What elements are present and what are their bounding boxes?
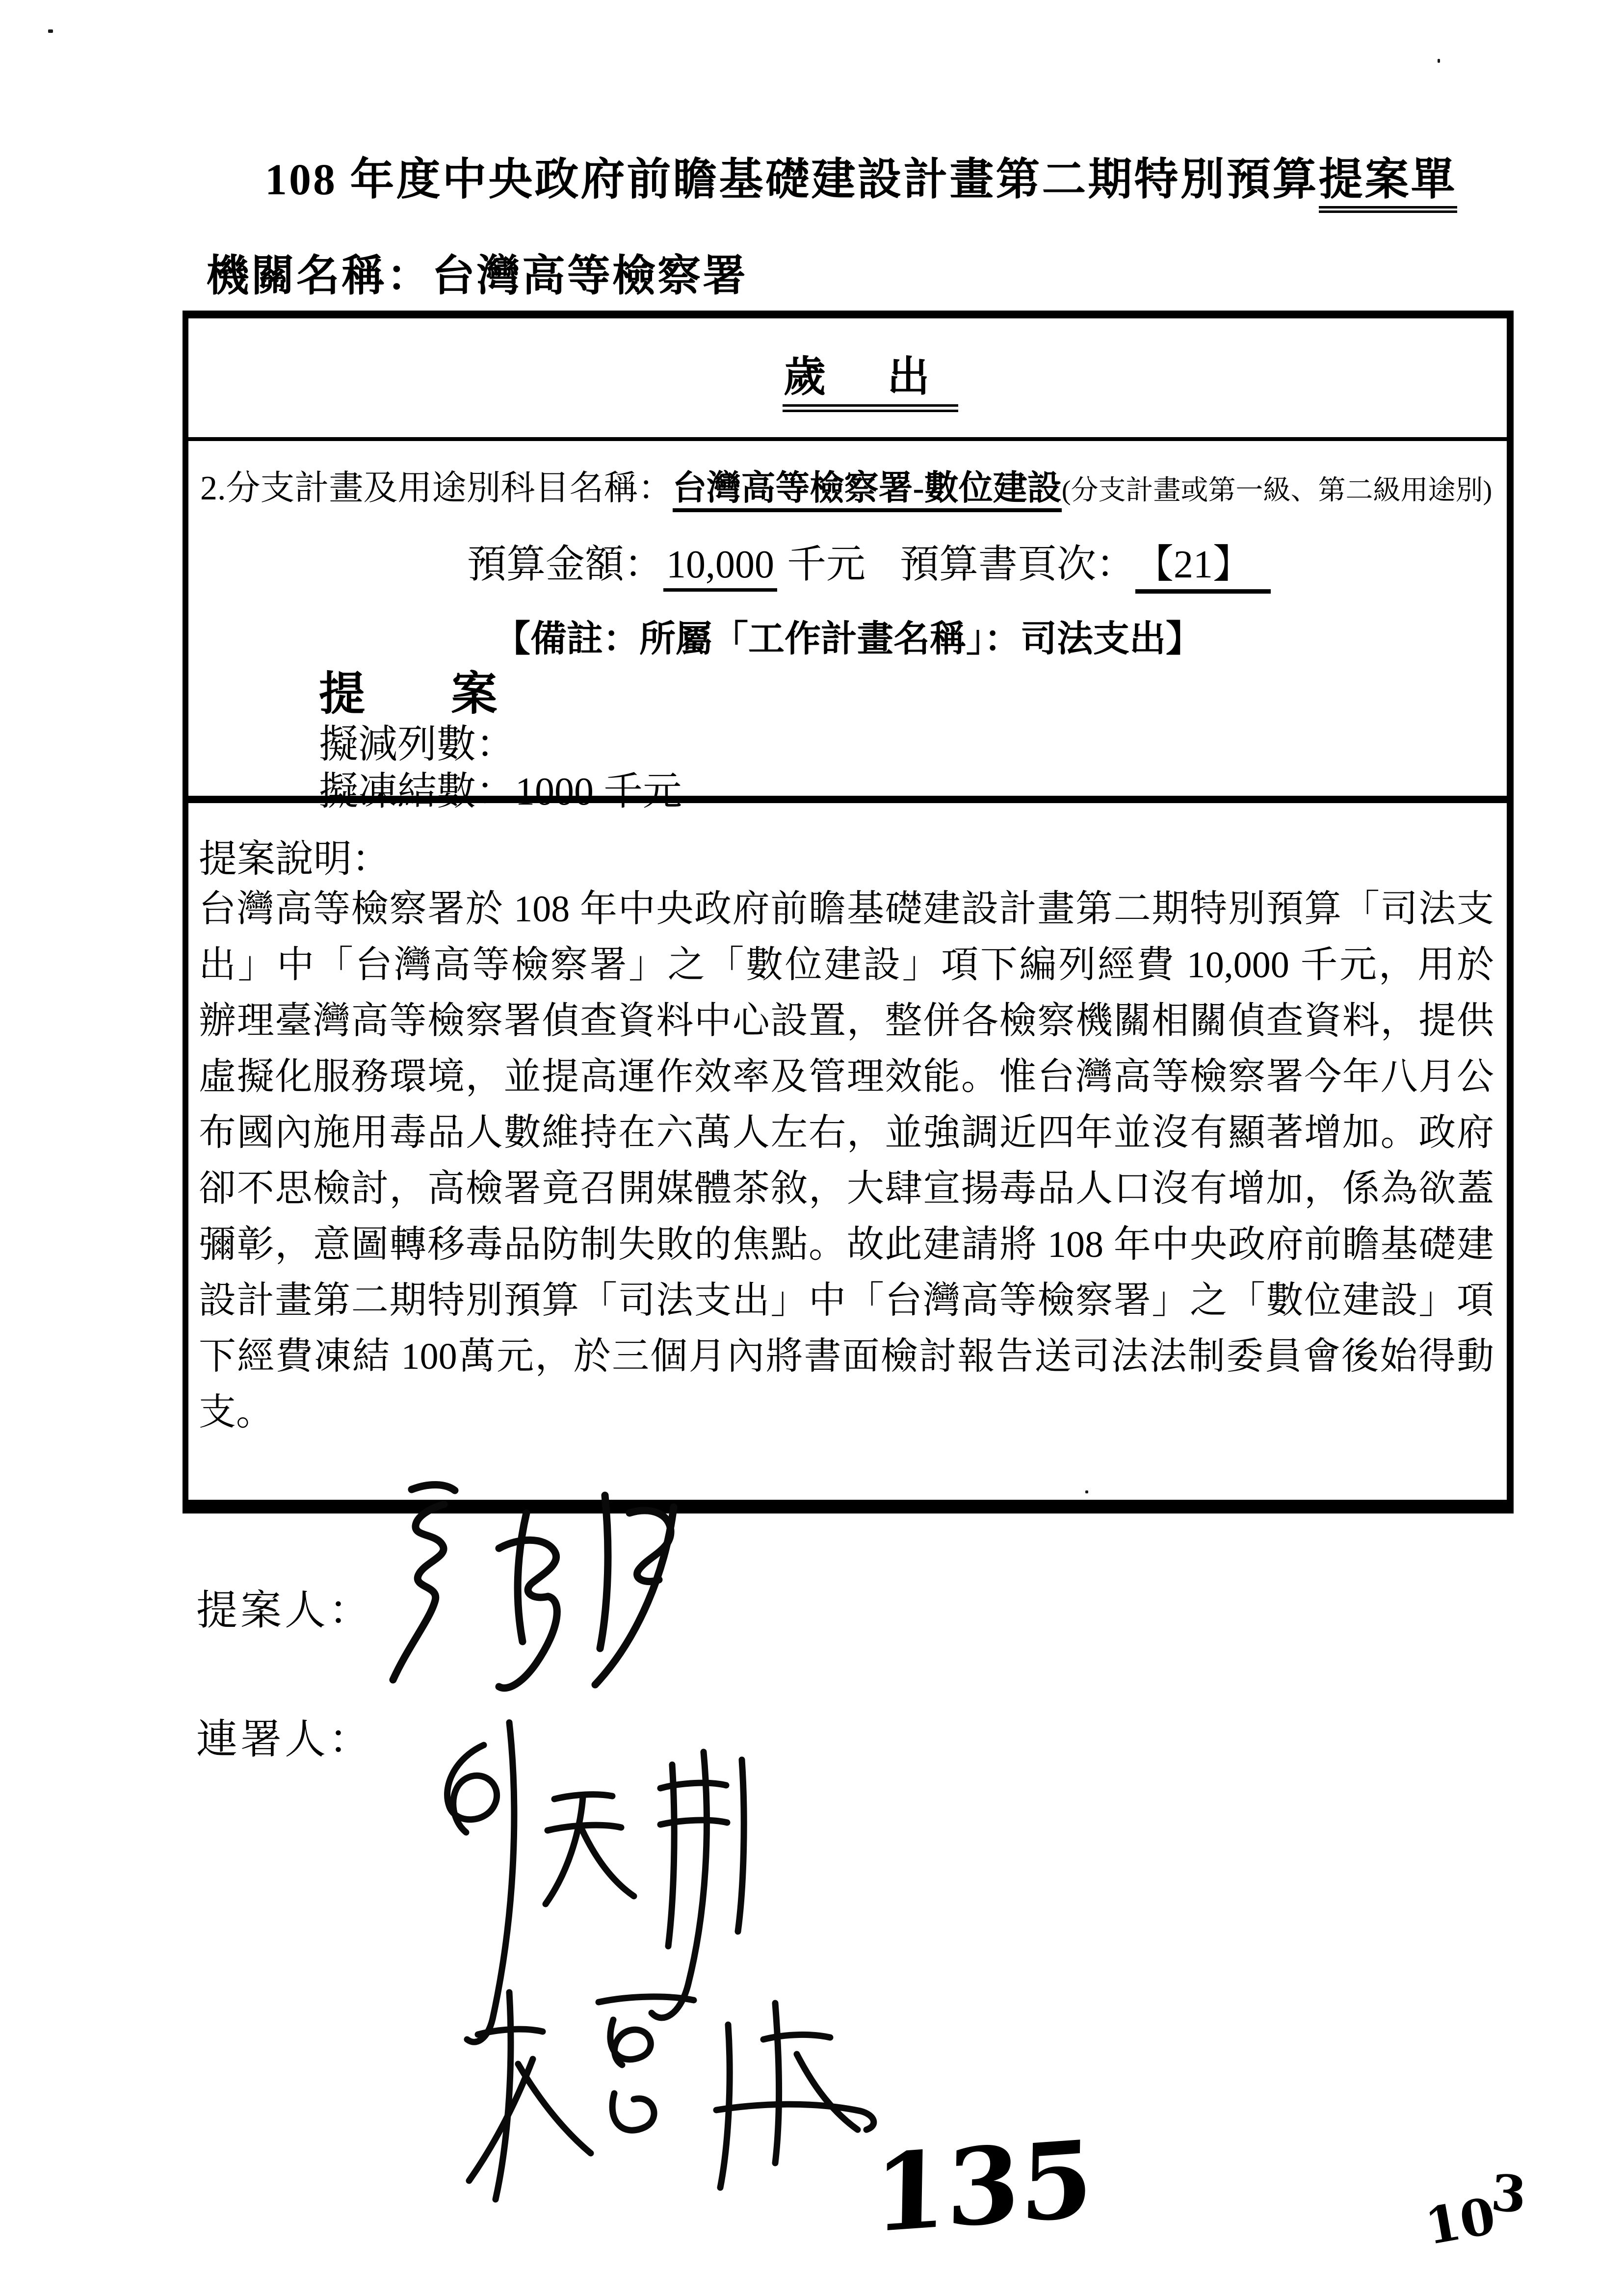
handwritten-page-number-center: 135 xyxy=(872,2116,1095,2257)
proposed-freeze-line xyxy=(319,759,682,816)
document-title-main: 108 年度中央政府前瞻基礎建設計畫第二期特別預算 xyxy=(265,156,1319,204)
proposer-label: 提案人： xyxy=(196,1588,373,1634)
cosigner-label: 連署人： xyxy=(196,1717,373,1763)
pageref-value: 【21】 xyxy=(1135,543,1271,594)
explanation-line: 台灣高等檢察署於 108 年中央政府前瞻基礎建設計畫第二期特別預算「司法支 xyxy=(199,888,1494,930)
corner-number-main: 10 xyxy=(1421,2186,1500,2257)
subject-label: 2.分支計畫及用途別科目名稱： xyxy=(200,470,673,507)
explanation-line: 出」中「台灣高等檢察署」之「數位建設」項下編列經費 10,000 千元，用於 xyxy=(199,944,1494,986)
pageref-label: 預算書頁次： xyxy=(900,543,1135,586)
budget-line xyxy=(467,532,1271,589)
budget-unit: 千元 xyxy=(787,543,865,586)
proposer-signature xyxy=(370,1477,719,1697)
explanation-heading: 提案說明： xyxy=(199,837,391,880)
freeze-label: 擬凍結數： xyxy=(319,770,515,813)
proposed-cut-line: 擬減列數： xyxy=(319,723,515,766)
explanation-line: 卻不思檢討，高檢署竟召開媒體茶敘，大肆宣揚毒品人口沒有增加，係為欲蓋 xyxy=(199,1168,1494,1209)
subject-note: (分支計畫或第一級、第二級用途別) xyxy=(1061,475,1493,506)
budget-value: 10,000 xyxy=(663,543,777,592)
scan-speck xyxy=(1085,1490,1088,1493)
scan-speck xyxy=(1438,59,1440,63)
explanation-body xyxy=(199,881,1494,1440)
freeze-value: 1000 千元 xyxy=(515,770,682,813)
handwritten-page-number-corner xyxy=(1421,2163,1534,2257)
explanation-line: 虛擬化服務環境，並提高運作效率及管理效能。惟台灣高等檢察署今年八月公 xyxy=(199,1056,1494,1097)
explanation-line: 布國內施用毒品人數維持在六萬人左右，並強調近四年並沒有顯著增加。政府 xyxy=(199,1112,1494,1153)
table-divider-top xyxy=(183,437,1514,441)
explanation-line: 彌彰，意圖轉移毒品防制失敗的焦點。故此建請將 108 年中央政府前瞻基礎建 xyxy=(199,1224,1494,1265)
corner-number-sup: 3 xyxy=(1489,2163,1528,2225)
section-header-expenditure xyxy=(783,342,958,403)
scan-speck xyxy=(48,29,53,33)
subject-value: 台灣高等檢察署-數位建設 xyxy=(673,470,1062,512)
document-title xyxy=(265,143,1457,207)
explanation-line: 設計畫第二期特別預算「司法支出」中「台灣高等檢察署」之「數位建設」項 xyxy=(199,1280,1494,1321)
explanation-line: 支。 xyxy=(199,1392,273,1433)
remark-line: 【備註：所屬「工作計畫名稱」：司法支出】 xyxy=(494,619,1202,659)
explanation-line: 下經費凍結 100萬元，於三個月內將書面檢討報告送司法法制委員會後始得動 xyxy=(199,1336,1494,1377)
cosigner-signature-2 xyxy=(450,1960,897,2220)
budget-label: 預算金額： xyxy=(467,543,663,586)
explanation-line: 辦理臺灣高等檢察署偵查資料中心設置，整併各檢察機關相關偵查資料，提供 xyxy=(199,1000,1494,1042)
agency-name-line: 機關名稱：台灣高等檢察署 xyxy=(206,253,748,300)
section-header-text: 歲 出 xyxy=(783,353,958,412)
document-title-emphasized: 提案單 xyxy=(1319,156,1457,213)
proposal-heading: 提 案 xyxy=(319,669,535,720)
subject-line xyxy=(200,460,1492,510)
